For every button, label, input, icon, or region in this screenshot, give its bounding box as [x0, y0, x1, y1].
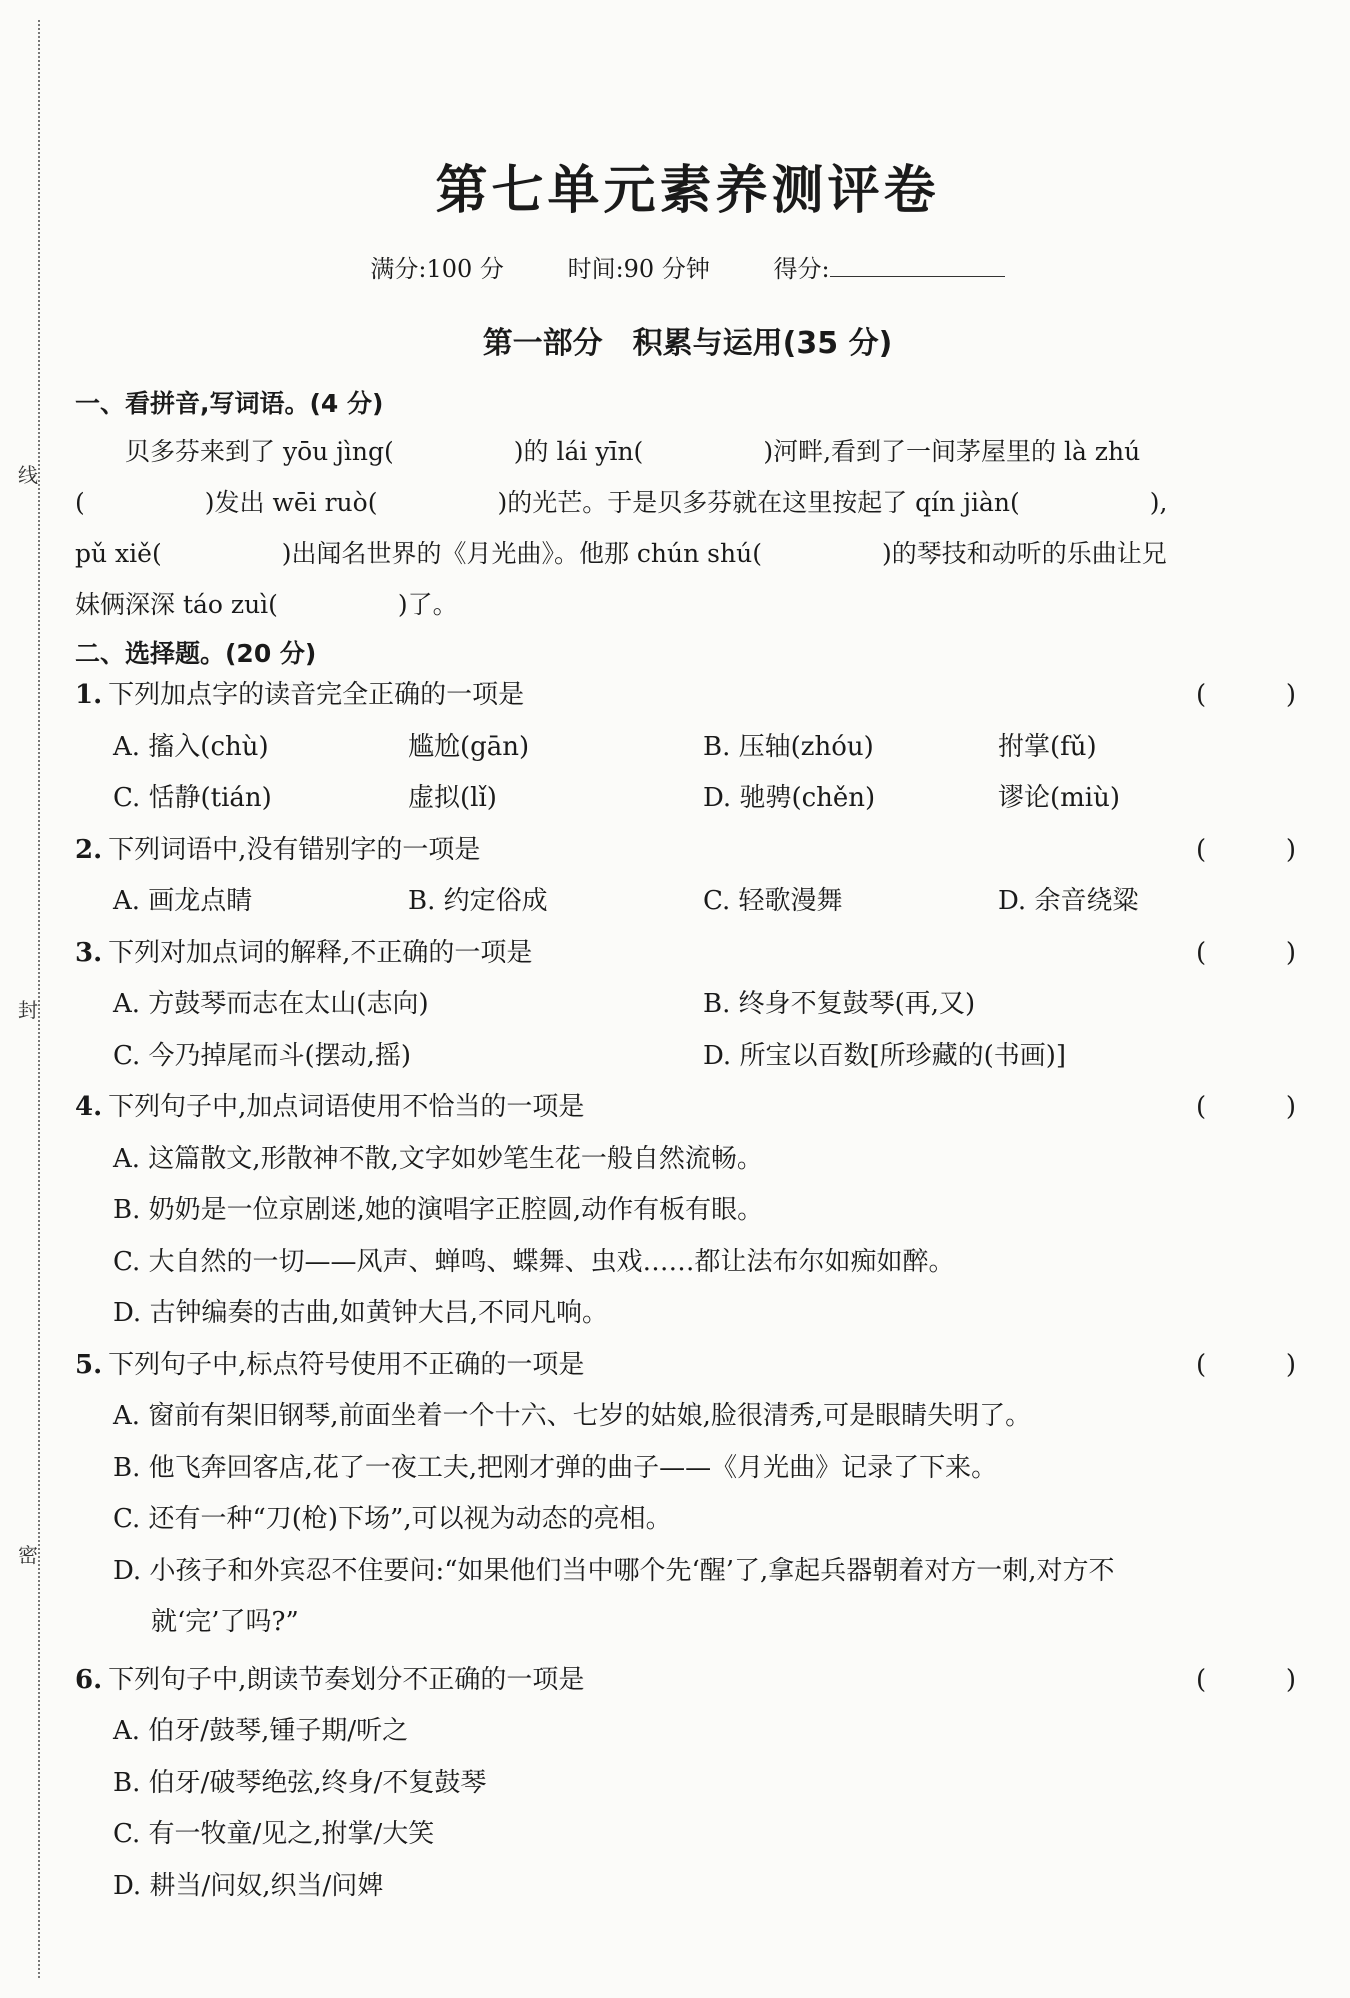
question-stem: 下列加点字的读音完全正确的一项是 [108, 680, 525, 710]
time-limit: 时间:90 分钟 [567, 255, 710, 283]
option-a[interactable]: A. 伯牙/鼓琴,锺子期/听之 [113, 1716, 409, 1746]
option-c[interactable]: C. 大自然的一切——风声、蝉鸣、蝶舞、虫戏……都让法布尔如痴如醉。 [113, 1246, 955, 1277]
option-b-word2: 拊掌(fǔ) [998, 731, 1097, 762]
score-blank[interactable] [830, 276, 1005, 277]
binding-dotted-line [38, 20, 40, 1978]
section-2-heading: 二、选择题。(20 分) [75, 639, 317, 668]
question-1: 1. 下列加点字的读音完全正确的一项是 ( ) A. 搐入(chù) 尴尬(gān) B. 压轴(zhóu) 拊掌(fǔ) C. 恬静(tián) 虚拟(lǐ) D. 驰骋(chěn) 谬论(miù) [75, 670, 1300, 825]
option-c[interactable]: C. 恬静(tián) [113, 783, 272, 813]
question-stem: 下列句子中,朗读节奏划分不正确的一项是 [108, 1664, 585, 1695]
option-d[interactable]: D. 驰骋(chěn) [703, 783, 876, 813]
part-title: 第一部分 积累与运用(35 分) [482, 326, 893, 361]
full-score: 满分:100 分 [370, 255, 504, 283]
option-c[interactable]: C. 有一牧童/见之,拊掌/大笑 [113, 1819, 435, 1849]
option-d[interactable]: D. 余音绕粱 [998, 886, 1139, 916]
question-6: 6. 下列句子中,朗读节奏划分不正确的一项是 ( ) A. 伯牙/鼓琴,锺子期/听之 B. 伯牙/破琴绝弦,终身/不复鼓琴 C. 有一牧童/见之,拊掌/大笑 D. 耕当/问奴,织当/问婢 [75, 1655, 1300, 1913]
exam-meta [75, 249, 1300, 284]
question-stem: 下列词语中,没有错别字的一项是 [108, 834, 481, 865]
option-c-word2: 虚拟(lǐ) [408, 783, 497, 813]
answer-bracket[interactable]: ( ) [1196, 834, 1296, 865]
option-b[interactable]: B. 终身不复鼓琴(再,又) [703, 989, 976, 1019]
option-d[interactable]: D. 小孩子和外宾忍不住要问:“如果他们当中哪个先‘醒’了,拿起兵器朝着对方一刺,对方不 就‘完’了吗?” [113, 1555, 1115, 1637]
question-stem: 下列对加点词的解释,不正确的一项是 [108, 937, 533, 968]
option-b[interactable]: B. 奶奶是一位京剧迷,她的演唱字正腔圆,动作有板有眼。 [113, 1195, 764, 1225]
option-a[interactable]: A. 画龙点睛 [113, 886, 253, 916]
option-d[interactable]: D. 古钟编奏的古曲,如黄钟大吕,不同凡响。 [113, 1298, 608, 1328]
question-3: 3. 下列对加点词的解释,不正确的一项是 ( ) A. 方鼓琴而志在太山(志向) B. 终身不复鼓琴(再,又) C. 今乃掉尾而斗(摆动,摇) D. 所宝以百数[所珍藏的(书画)] [75, 928, 1300, 1083]
option-a[interactable]: A. 窗前有架旧钢琴,前面坐着一个十六、七岁的姑娘,脸很清秀,可是眼睛失明了。 [113, 1401, 1032, 1431]
option-b[interactable]: B. 约定俗成 [408, 886, 548, 916]
option-d[interactable]: D. 耕当/问奴,织当/问婢 [113, 1870, 384, 1901]
option-c[interactable]: C. 轻歌漫舞 [703, 886, 843, 916]
score-label: 得分: [773, 255, 1004, 283]
option-a[interactable]: A. 方鼓琴而志在太山(志向) [113, 989, 429, 1019]
page-title: 第七单元素养测评卷 [435, 161, 940, 221]
answer-bracket[interactable]: ( ) [1196, 680, 1296, 710]
option-d-word2: 谬论(miù) [998, 783, 1121, 813]
option-a-word2: 尴尬(gān) [408, 731, 530, 762]
question-2: 2. 下列词语中,没有错别字的一项是 ( ) A. 画龙点睛 B. 约定俗成 C. 轻歌漫舞 D. 余音绕粱 [75, 825, 1300, 928]
question-stem: 下列句子中,加点词语使用不恰当的一项是 [108, 1092, 585, 1122]
option-a[interactable]: A. 这篇散文,形散神不散,文字如妙笔生花一般自然流畅。 [113, 1143, 763, 1174]
question-4: 4. 下列句子中,加点词语使用不恰当的一项是 ( ) A. 这篇散文,形散神不散,文字如妙笔生花一般自然流畅。 B. 奶奶是一位京剧迷,她的演唱字正腔圆,动作有板有眼。 C. 大自然的一切——风声、蝉鸣、蝶舞、虫戏……都让法布尔如痴如醉。 D. 古钟编奏的古曲,如黄钟大吕,不同凡响。 [75, 1082, 1300, 1340]
option-b[interactable]: B. 伯牙/破琴绝弦,终身/不复鼓琴 [113, 1767, 487, 1798]
option-c[interactable]: C. 今乃掉尾而斗(摆动,摇) [113, 1040, 412, 1071]
binding-mark-xian: 线 [18, 455, 38, 492]
option-c[interactable]: C. 还有一种“刀(枪)下场”,可以视为动态的亮相。 [113, 1504, 672, 1534]
answer-bracket[interactable]: ( ) [1196, 1664, 1296, 1695]
question-5: 5. 下列句子中,标点符号使用不正确的一项是 ( ) A. 窗前有架旧钢琴,前面坐着一个十六、七岁的姑娘,脸很清秀,可是眼睛失明了。 B. 他飞奔回客店,花了一夜工夫,把刚才弹的曲子——《月光曲》记录了下来。 C. 还有一种“刀(枪)下场”,可以视为动态的亮相。 D. 小孩子和外宾忍不住要问:“如果他们当中哪个先‘醒’了,拿起兵器朝着对方一刺,对方不 就‘完’了吗?” [75, 1340, 1300, 1649]
section-1-heading: 一、看拼音,写词语。(4 分) [75, 389, 384, 418]
question-stem: 下列句子中,标点符号使用不正确的一项是 [108, 1349, 585, 1380]
option-b[interactable]: B. 他飞奔回客店,花了一夜工夫,把刚才弹的曲子——《月光曲》记录了下来。 [113, 1452, 998, 1483]
section-1-passage: 贝多芬来到了 yōu jìng( )的 lái yīn( )河畔,看到了一间茅屋里的 là zhú ( )发出 wēi ruò( )的光芒。于是贝多芬就在这里按起了 qín jiàn( ), pǔ xiě( )出闻名世界的《月光曲》。他那 chún shú( )的琴技和动听的乐曲让兄 妹俩深深 táo zuì( )了。 [75, 437, 1168, 619]
exam-page [75, 0, 1300, 1912]
answer-bracket[interactable]: ( ) [1196, 1349, 1296, 1380]
binding-mark-feng: 封 [18, 990, 38, 1027]
answer-bracket[interactable]: ( ) [1196, 1092, 1296, 1122]
option-b[interactable]: B. 压轴(zhóu) [703, 731, 874, 762]
binding-mark-mi: 密 [18, 1535, 38, 1572]
option-d[interactable]: D. 所宝以百数[所珍藏的(书画)] [703, 1040, 1067, 1071]
answer-bracket[interactable]: ( ) [1196, 937, 1296, 968]
option-a[interactable]: A. 搐入(chù) [113, 731, 269, 762]
